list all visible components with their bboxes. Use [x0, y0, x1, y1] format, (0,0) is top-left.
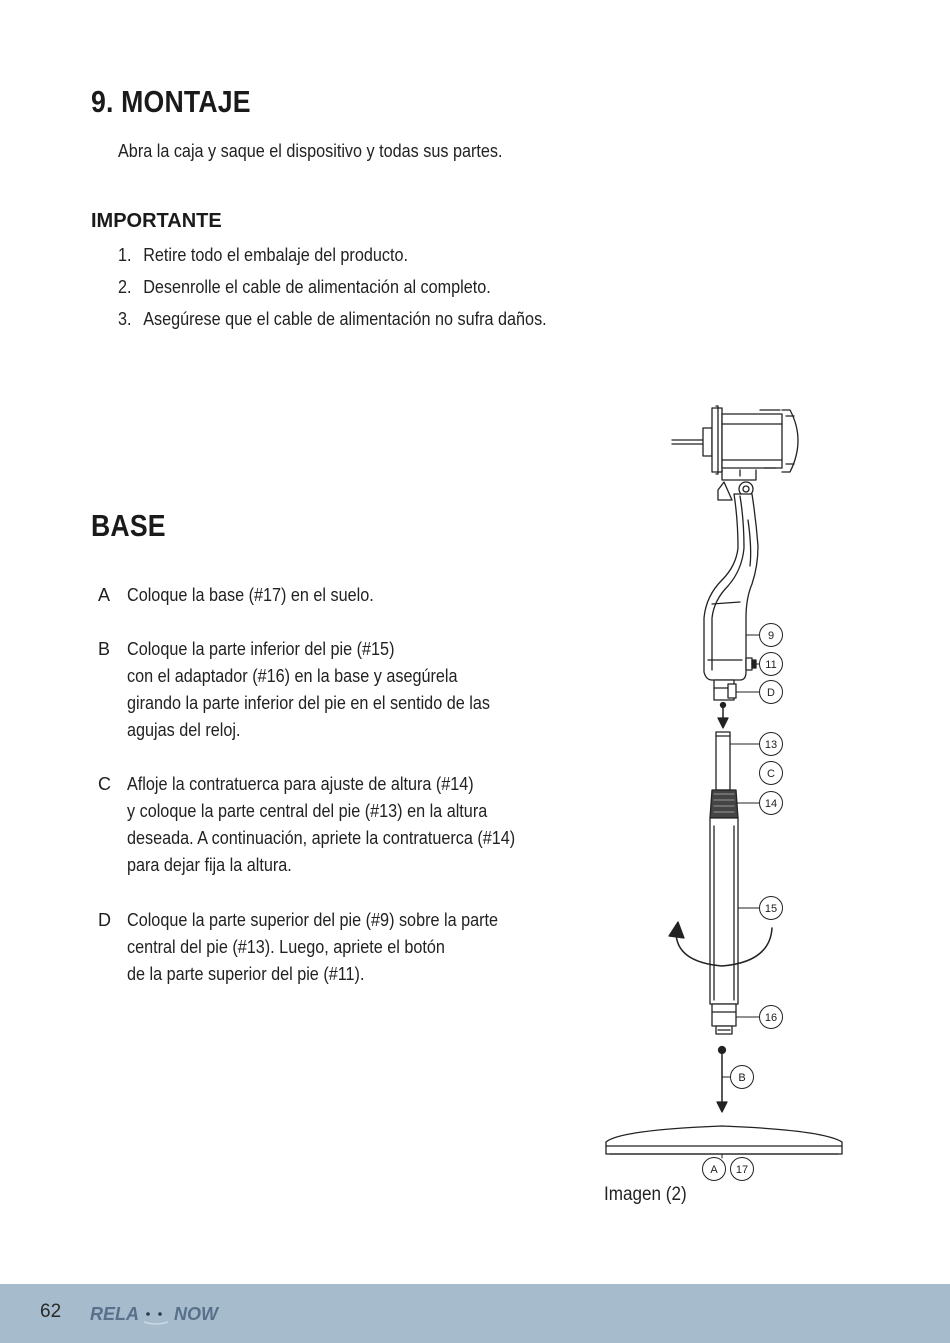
- section-title-montaje: 9. MONTAJE: [91, 84, 251, 119]
- callout-16: 16: [764, 1012, 778, 1024]
- figure-caption: Imagen (2): [604, 1184, 687, 1205]
- callout-b: B: [738, 1072, 746, 1084]
- importante-heading: IMPORTANTE: [91, 210, 222, 232]
- svg-text:RELA: RELA: [90, 1304, 139, 1324]
- svg-text:NOW: NOW: [174, 1304, 218, 1324]
- section-title-base: BASE: [91, 508, 166, 543]
- list-item: 2. Desenrolle el cable de alimentación al completo.: [118, 277, 491, 297]
- list-item: 3. Asegúrese que el cable de alimentación no sufra daños.: [118, 309, 547, 329]
- page-number: 62: [40, 1301, 62, 1322]
- montaje-intro: Abra la caja y saque el dispositivo y todas sus partes.: [118, 141, 503, 161]
- callout-15: 15: [764, 903, 778, 915]
- brand-logo: [90, 1301, 230, 1331]
- lower-tube-illustration: [710, 818, 738, 1034]
- callout-a: A: [710, 1164, 718, 1176]
- callout-14: 14: [764, 798, 778, 810]
- fan-motor-illustration: [672, 406, 798, 480]
- callout-9: 9: [767, 630, 775, 642]
- callout-11: 11: [765, 659, 777, 671]
- page-footer: [0, 1284, 950, 1343]
- base-plate-illustration: [606, 1126, 842, 1154]
- callout-d: D: [767, 687, 775, 699]
- middle-tube-illustration: [710, 732, 738, 818]
- list-item: 1. Retire todo el embalaje del producto.: [118, 245, 408, 265]
- callout-13: 13: [764, 739, 778, 751]
- callout-17: 17: [735, 1164, 749, 1176]
- callout-c: C: [767, 768, 775, 780]
- upper-stand-illustration: [704, 494, 758, 700]
